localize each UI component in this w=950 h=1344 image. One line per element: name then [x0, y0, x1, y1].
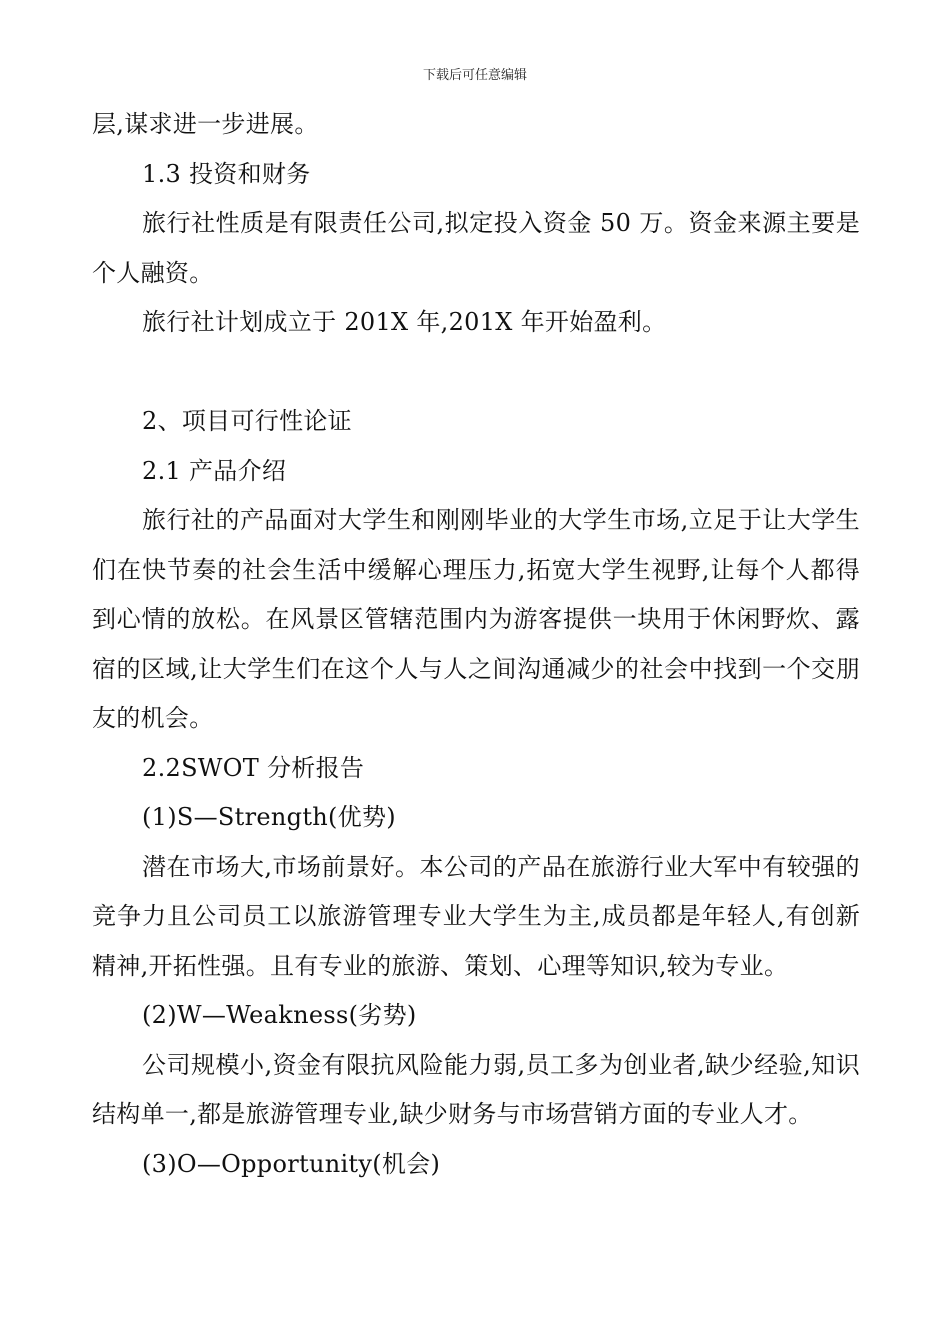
- section-heading-1-3: 1.3 投资和财务: [142, 159, 311, 188]
- subheading-weakness: (2)W—Weakness(劣势): [142, 1001, 417, 1029]
- blank-line: [92, 348, 860, 398]
- section-heading-2-2: 2.2SWOT 分析报告: [142, 753, 365, 782]
- paragraph-product: 旅行社的产品面对大学生和刚刚毕业的大学生市场,立足于让大学生们在快节奏的社会生活中缓解心理压力,拓宽大学生视野,让每个人都得到心情的放松。在风景区管辖范围内为游客提供一块用于休闲野炊、露宿的区域,让大学生们在这个人与人之间沟通减少的社会中找到一个交朋友的机会。: [92, 506, 860, 732]
- document-body: [92, 100, 860, 1189]
- section-heading-2: 2、项目可行性论证: [142, 407, 352, 435]
- paragraph-weakness: 公司规模小,资金有限抗风险能力弱,员工多为创业者,缺少经验,知识结构单一,都是旅游管理专业,缺少财务与市场营销方面的专业人才。: [92, 1050, 860, 1128]
- paragraph-plan: 旅行社计划成立于 201X 年,201X 年开始盈利。: [142, 308, 667, 336]
- paragraph-continuation: 层,谋求进一步进展。: [92, 110, 319, 138]
- subheading-strength: (1)S—Strength(优势): [142, 803, 396, 831]
- paragraph-investment: 旅行社性质是有限责任公司,拟定投入资金 50 万。资金来源主要是个人融资。: [92, 209, 860, 287]
- page-header: 下载后可任意编辑: [422, 68, 527, 83]
- section-heading-2-1: 2.1 产品介绍: [142, 456, 287, 485]
- paragraph-strength: 潜在市场大,市场前景好。本公司的产品在旅游行业大军中有较强的竞争力且公司员工以旅游管理专业大学生为主,成员都是年轻人,有创新精神,开拓性强。且有专业的旅游、策划、心理等知识,较为专业。: [92, 852, 860, 980]
- subheading-opportunity: (3)O—Opportunity(机会): [142, 1149, 441, 1178]
